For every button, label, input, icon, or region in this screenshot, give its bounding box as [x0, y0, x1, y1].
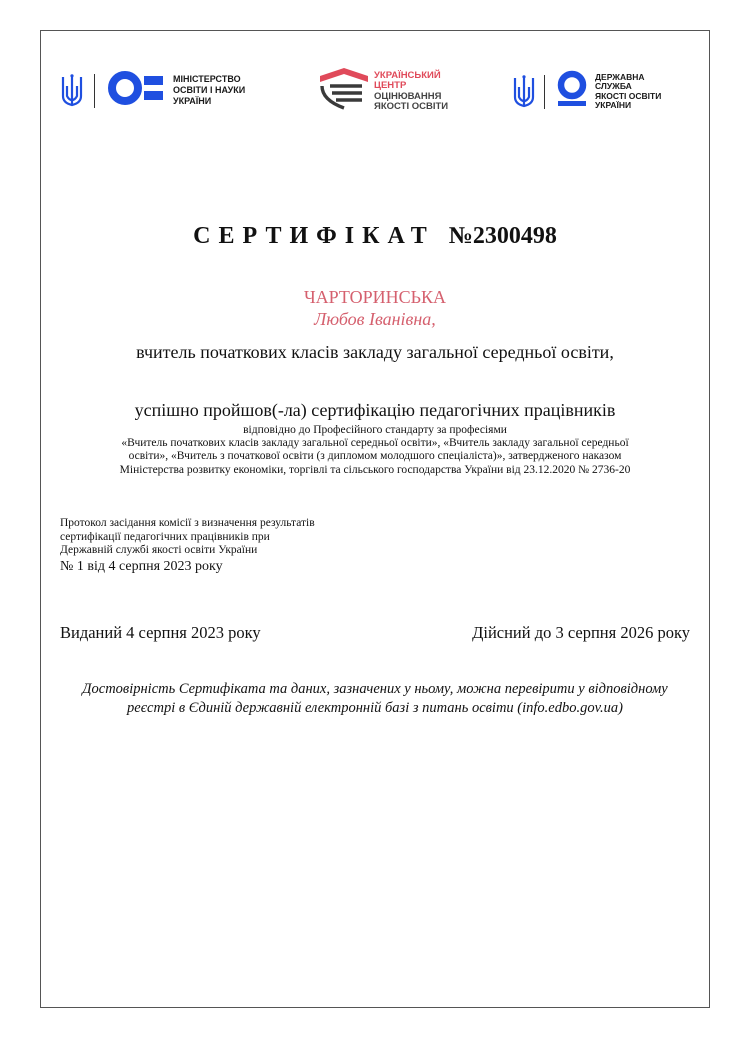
title-word: СЕРТИФІКАТ [193, 223, 435, 249]
verification-line: реєстрі в Єдиній державній електронній базі з питань освіти (info.edbo.gov.ua) [127, 700, 623, 716]
protocol-number: № 1 від 4 серпня 2023 року [60, 558, 223, 574]
valid-until-date: Дійсний до 3 серпня 2026 року [472, 623, 690, 642]
ucoyo-logo [318, 66, 448, 117]
holder-given-names: Любов Іванівна, [314, 309, 436, 329]
mon-logo [60, 70, 245, 111]
dsyo-mark [555, 70, 589, 113]
mon-text: МІНІСТЕРСТВО ОСВІТИ І НАУКИ УКРАЇНИ [173, 74, 246, 106]
mon-mark [107, 70, 165, 111]
standard-line: Міністерства розвитку економіки, торгівлі та сільського господарства України від 23.12.2020 № 2736-20 [119, 464, 631, 476]
holder-position: вчитель початкових класів закладу загальної середньої освіти, [136, 342, 614, 362]
standard-line: відповідно до Професійного стандарту за професіями [243, 424, 507, 436]
dsyo-logo [512, 70, 661, 113]
verification-line: Достовірність Сертифіката та даних, зазначених у ньому, можна перевірити у відповідному [82, 681, 668, 697]
trident-icon [512, 75, 536, 109]
certificate-number: №2300498 [448, 223, 557, 249]
separator [94, 74, 95, 108]
separator [544, 75, 545, 109]
protocol-line: Протокол засідання комісії з визначення результатів [60, 517, 315, 529]
trident-icon [60, 74, 84, 108]
certification-statement: успішно пройшов(-ла) сертифікацію педагогічних працівників [134, 400, 616, 420]
protocol-line: Державній службі якості освіти України [60, 544, 258, 556]
standard-line: освіти», «Вчитель з початкової освіти (з дипломом молодшого спеціаліста)», затвердженого наказом [128, 450, 622, 462]
holder-surname: ЧАРТОРИНСЬКА [303, 287, 447, 307]
certificate-title [0, 223, 750, 250]
dsyo-text: ДЕРЖАВНА СЛУЖБА ЯКОСТІ ОСВІТИ УКРАЇНИ [595, 71, 662, 110]
issued-date: Виданий 4 серпня 2023 року [60, 623, 261, 642]
protocol-block [60, 517, 315, 575]
protocol-line: сертифікації педагогічних працівників при [60, 530, 270, 543]
standard-line: «Вчитель початкових класів закладу загальної середньої освіти», «Вчитель закладу загальної середньої [121, 437, 629, 449]
verification-note [0, 680, 750, 718]
ucoyo-text: УКРАЇНСЬКИЙ ЦЕНТР ОЦІНЮВАННЯ ЯКОСТІ ОСВІТИ [374, 69, 449, 112]
ucoyo-mark [318, 66, 370, 117]
